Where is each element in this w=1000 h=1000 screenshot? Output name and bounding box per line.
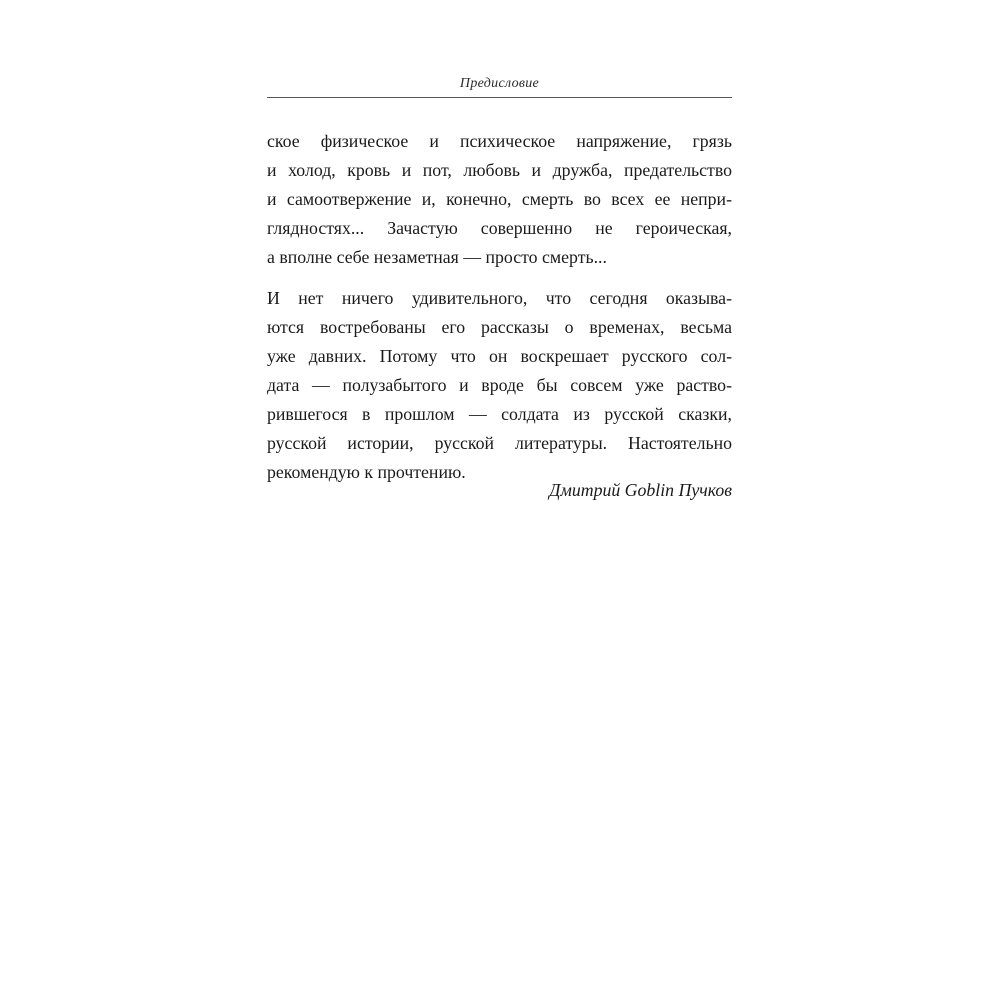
text-line: и самоотвержение и, конечно, смерть во всех ее непри-	[267, 189, 732, 209]
author-signature: Дмитрий Goblin Пучков	[549, 480, 732, 500]
paragraph	[267, 284, 732, 487]
body-text	[267, 127, 732, 487]
text-line: И нет ничего удивительного, что сегодня оказыва-	[267, 288, 732, 308]
paragraph-gap	[267, 272, 732, 284]
text-line: и холод, кровь и пот, любовь и дружба, предательство	[267, 160, 732, 180]
running-head: Предисловие	[459, 76, 540, 91]
text-line: рившегося в прошлом — солдата из русской сказки,	[267, 404, 732, 424]
text-line: ются востребованы его рассказы о временах, весьма	[267, 317, 732, 337]
text-line: рекомендую к прочтению.	[267, 462, 466, 482]
text-line: дата — полузабытого и вроде бы совсем уже раство-	[267, 375, 732, 395]
text-line: ское физическое и психическое напряжение, грязь	[267, 131, 732, 151]
text-line: уже давних. Потому что он воскрешает русского сол-	[267, 346, 732, 366]
text-line: русской истории, русской литературы. Настоятельно	[267, 433, 732, 453]
paragraph	[267, 127, 732, 272]
text-line: а вполне себе незаметная — просто смерть...	[267, 247, 607, 267]
header-rule	[267, 97, 732, 98]
text-line: глядностях... Зачастую совершенно не героическая,	[267, 218, 732, 238]
book-page	[267, 0, 732, 1000]
